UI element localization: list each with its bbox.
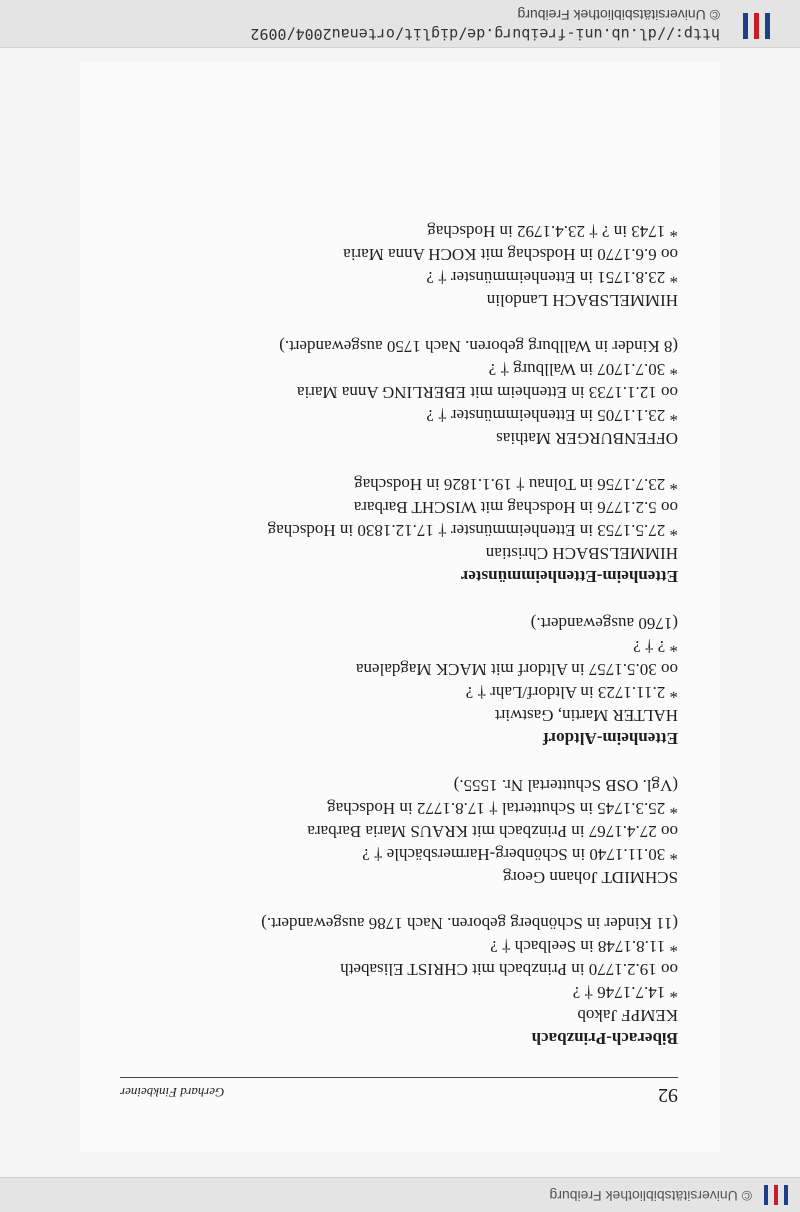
entry-line: * 23.8.1751 in Ettenheimmünster † ? bbox=[426, 268, 678, 287]
section-heading: Ettenheim-Altdorf bbox=[542, 729, 678, 748]
entry-line: KEMPF Jakob bbox=[577, 1006, 678, 1025]
entry-line: (11 Kinder in Schönberg geboren. Nach 1786 ausgewandert.) bbox=[261, 914, 678, 933]
entry-line: * 30.11.1740 in Schönberg-Harmersbächle † ? bbox=[362, 845, 678, 864]
viewer-header bbox=[0, 1177, 800, 1212]
entry-line: * 23.7.1756 in Tolnau † 19.1.1826 in Hodschag bbox=[354, 475, 678, 494]
entry-line: * 27.5.1753 in Ettenheimmünster † 17.12.1830 in Hodschag bbox=[267, 521, 678, 540]
entry-line: OFFENBURGER Mathias bbox=[496, 429, 678, 448]
entry-line: oo 5.2.1776 in Hodschag mit WISCHT Barbara bbox=[353, 498, 678, 517]
entry-line: HIMMELSBACH Landolin bbox=[486, 291, 678, 310]
entry-line: SCHMIDT Johann Georg bbox=[502, 868, 678, 887]
section-heading: Biberach-Prinzbach bbox=[531, 1029, 678, 1048]
author-name: Gerhard Finkbeiner bbox=[120, 1085, 225, 1100]
library-logo-icon bbox=[762, 1185, 790, 1205]
page-body bbox=[118, 220, 678, 1050]
entry-line: oo 6.6.1770 in Hodschag mit KOCH Anna Maria bbox=[343, 245, 678, 264]
page-number: 92 bbox=[658, 1084, 678, 1106]
entry-line: oo 12.1.1733 in Ettenheim mit EBERLING Anna Maria bbox=[296, 383, 678, 402]
entry-line: oo 30.5.1757 in Altdorf mit MACK Magdalena bbox=[355, 660, 678, 679]
library-name: © Universitätsbibliothek Freiburg bbox=[549, 1188, 752, 1204]
library-logo-icon bbox=[742, 13, 770, 39]
entry-line: * 23.1.1705 in Ettenheimmünster † ? bbox=[426, 406, 678, 425]
viewer-footer bbox=[0, 0, 800, 48]
entry-line: * 2.11.1723 in Altdorf/Lahr † ? bbox=[465, 683, 678, 702]
page-url-link[interactable]: http://dl.ub.uni-freiburg.de/diglit/ortenau2004/0092 bbox=[250, 25, 720, 43]
library-name: © Universitätsbibliothek Freiburg bbox=[517, 7, 720, 23]
entry-line: oo 19.2.1770 in Prinzbach mit CHRIST Elisabeth bbox=[340, 960, 678, 979]
section-heading: Ettenheim-Ettenheimmünster bbox=[460, 567, 678, 586]
entry-line: (8 Kinder in Wallburg geboren. Nach 1750 ausgewandert.) bbox=[279, 337, 678, 356]
entry-line: (1760 ausgewandert.) bbox=[530, 614, 678, 633]
entry-line: (Vgl. OSB Schuttertal Nr. 1555.) bbox=[453, 776, 678, 795]
entry-line: * 11.8.1748 in Seelbach † ? bbox=[490, 937, 678, 956]
entry-line: oo 27.4.1767 in Prinzbach mit KRAUS Maria Barbara bbox=[307, 822, 678, 841]
entry-line: * 30.7.1707 in Wallburg † ? bbox=[488, 360, 678, 379]
running-header bbox=[120, 1077, 678, 1108]
scanned-page bbox=[80, 62, 720, 1152]
entry-line: * 14.7.1746 † ? bbox=[572, 983, 678, 1002]
entry-line: * ? † ? bbox=[633, 637, 678, 656]
entry-line: HIMMELSBACH Christian bbox=[485, 544, 678, 563]
entry-line: * 1743 in ? † 23.4.1792 in Hodschag bbox=[427, 222, 678, 241]
entry-line: * 25.3.1745 in Schuttertal † 17.8.1772 in Hodschag bbox=[327, 799, 678, 818]
entry-line: HALTER Martin, Gastwirt bbox=[494, 706, 678, 725]
